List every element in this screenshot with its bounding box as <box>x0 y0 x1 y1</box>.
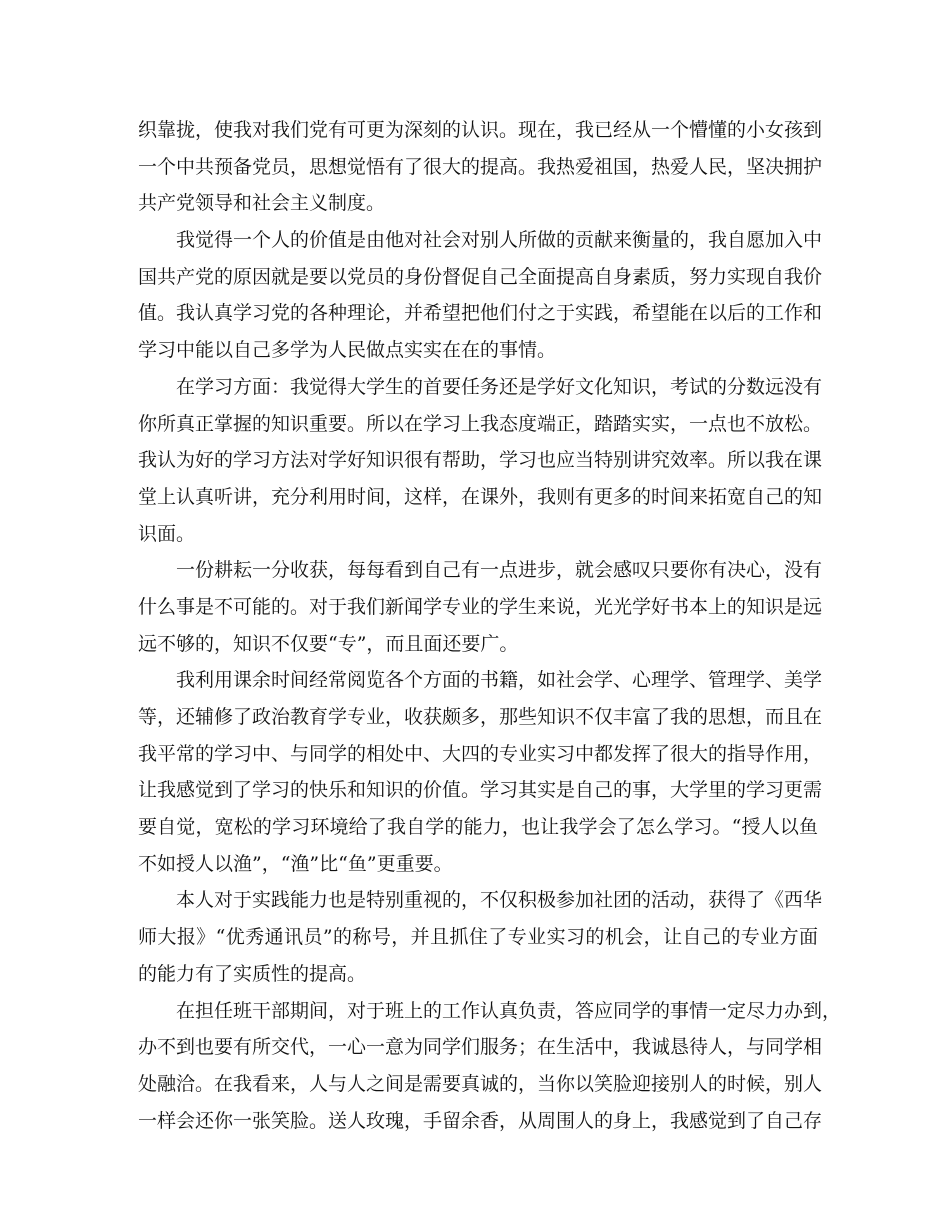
text-line: 学习中能以自己多学为人民做点实实在在的事情。 <box>138 339 557 362</box>
text-line: 要自觉，宽松的学习环境给了我自学的能力，也让我学会了怎么学习。“授人以鱼 <box>138 816 818 839</box>
text-line: 一样会还你一张笑脸。送人玫瑰，手留余香，从周围人的身上，我感觉到了自己存 <box>138 1109 823 1132</box>
text-line: 远不够的，知识不仅要“专”，而且面还要广。 <box>138 632 519 655</box>
text-line: 我平常的学习中、与同学的相处中、大四的专业实习中都发挥了很大的指导作用， <box>138 742 823 765</box>
text-line: 的能力有了实质性的提高。 <box>138 962 367 985</box>
text-line: 不如授人以渔”，“渔”比“鱼”更重要。 <box>138 852 453 875</box>
text-line: 堂上认真听讲，充分利用时间，这样，在课外，我则有更多的时间来拓宽自己的知 <box>138 485 823 508</box>
text-line: 织靠拢，使我对我们党有可更为深刻的认识。现在，我已经从一个懵懂的小女孩到 <box>138 119 823 141</box>
text-line: 本人对于实践能力也是特别重视的，不仅积极参加社团的活动，获得了《西华 <box>176 889 823 912</box>
text-line: 师大报》“优秀通讯员”的称号，并且抓住了专业实习的机会，让自己的专业方面 <box>138 926 818 949</box>
text-line: 处融洽。在我看来，人与人之间是需要真诚的，当你以笑脸迎接别人的时候，别人 <box>138 1072 823 1095</box>
text-line: 什么事是不可能的。对于我们新闻学专业的学生来说，光光学好书本上的知识是远 <box>138 595 823 618</box>
text-line: 一个中共预备党员，思想觉悟有了很大的提高。我热爱祖国，热爱人民，坚决拥护 <box>138 155 823 178</box>
text-line: 让我感觉到了学习的快乐和知识的价值。学习其实是自己的事，大学里的学习更需 <box>138 779 823 802</box>
text-line: 在担任班干部期间，对于班上的工作认真负责，答应同学的事情一定尽力办到， <box>176 999 842 1022</box>
text-line: 办不到也要有所交代，一心一意为同学们服务；在生活中，我诚恳待人，与同学相 <box>138 1036 823 1059</box>
text-line: 我觉得一个人的价值是由他对社会对别人所做的贡献来衡量的，我自愿加入中 <box>176 229 823 252</box>
text-line: 你所真正掌握的知识重要。所以在学习上我态度端正，踏踏实实，一点也不放松。 <box>138 412 823 435</box>
text-line: 共产党领导和社会主义制度。 <box>138 192 386 215</box>
text-line: 国共产党的原因就是要以党员的身份督促自己全面提高自身素质，努力实现自我价 <box>138 265 823 288</box>
text-line: 识面。 <box>138 522 196 545</box>
text-line: 等，还辅修了政治教育学专业，收获颇多，那些知识不仅丰富了我的思想，而且在 <box>138 706 823 728</box>
text-line: 在学习方面：我觉得大学生的首要任务还是学好文化知识，考试的分数远没有 <box>176 375 823 398</box>
text-line: 我认为好的学习方法对学好知识很有帮助，学习也应当特别讲究效率。所以我在课 <box>138 449 823 472</box>
text-line: 我利用课余时间经常阅览各个方面的书籍，如社会学、心理学、管理学、美学 <box>176 669 823 692</box>
text-line: 值。我认真学习党的各种理论，并希望把他们付之于实践，希望能在以后的工作和 <box>138 302 823 325</box>
text-line: 一份耕耘一分收获，每每看到自己有一点进步，就会感叹只要你有决心，没有 <box>176 559 823 582</box>
body-text <box>138 112 842 1139</box>
